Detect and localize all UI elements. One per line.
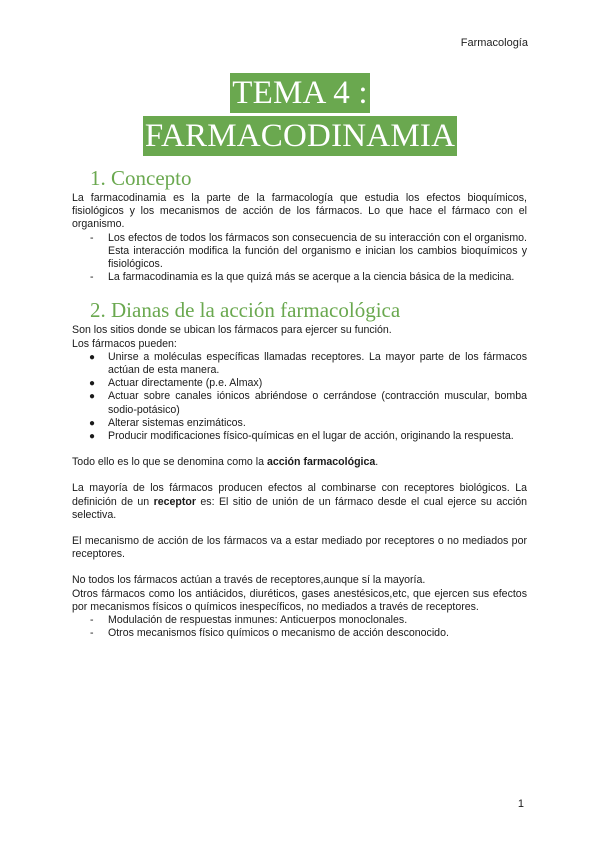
paragraph: Son los sitios donde se ubican los fármacos para ejercer su función. — [72, 324, 392, 337]
list-item: ● Actuar sobre canales iónicos abriéndose o cerrándose (contracción muscular, bomba sodio-potásico) — [89, 390, 527, 416]
dash-marker: - — [90, 231, 94, 244]
paragraph: No todos los fármacos actúan a través de receptores,aunque sí la mayoría. — [72, 574, 426, 587]
list-item: ● Producir modificaciones físico-químicas en el lugar de acción, originando la respuesta. — [89, 430, 514, 443]
paragraph-receptor: La mayoría de los fármacos producen efectos al combinarse con receptores biológicos. La definición de un receptor es: El sitio de unión de un fármaco desde el cual ejerce su acción selectiva. — [72, 482, 527, 521]
paragraph: Los fármacos pueden: — [72, 337, 177, 350]
bullet-list — [72, 351, 527, 443]
header-subject: Farmacología — [460, 37, 528, 49]
section-heading-dianas: 2. Dianas de la acción farmacológica — [90, 298, 401, 323]
bullet-marker: ● — [89, 431, 96, 443]
list-item: ● Actuar directamente (p.e. Almax) — [89, 377, 263, 390]
dash-list — [72, 232, 527, 285]
paragraph: Otros fármacos como los antiácidos, diuréticos, gases anestésicos,etc, que ejercen sus efectos por mecanismos físicos o químicos inespecíficos, no mediados a través de receptores. — [72, 587, 527, 613]
dash-marker: - — [90, 627, 94, 640]
dash-marker: - — [90, 614, 94, 627]
paragraph: La farmacodinamia es la parte de la farmacología que estudia los efectos bioquímicos, fisiológicos y los mecanismos de acción de los fármacos. Lo que hace el fármaco con el organismo. — [72, 192, 527, 231]
page-number: 1 — [517, 797, 524, 810]
document-body — [72, 166, 527, 640]
bullet-marker: ● — [89, 378, 96, 390]
list-item: - Otros mecanismos físico químicos o mecanismo de acción desconocido. — [90, 627, 449, 640]
paragraph-accion: Todo ello es lo que se denomina como la acción farmacológica. — [72, 456, 379, 469]
page-title — [0, 73, 600, 156]
list-item: ● Alterar sistemas enzimáticos. — [89, 416, 246, 429]
list-item: ● Unirse a moléculas específicas llamadas receptores. La mayor parte de los fármacos actúan de esta manera. — [89, 350, 527, 377]
dash-list — [72, 614, 527, 640]
bullet-marker: ● — [89, 417, 96, 429]
bullet-marker: ● — [89, 351, 96, 363]
paragraph: El mecanismo de acción de los fármacos va a estar mediado por receptores o no mediados por receptores. — [72, 535, 527, 561]
title-line-1: TEMA 4 : — [232, 75, 368, 111]
title-line-2: FARMACODINAMIA — [144, 118, 456, 154]
list-item: - Los efectos de todos los fármacos son consecuencia de su interacción con el organismo. Esta interacción modifica la función del organismo e inician los cambios bioquímicos y fisiológicos. — [90, 231, 527, 271]
section-heading-concepto: 1. Concepto — [90, 166, 192, 190]
list-item: - Modulación de respuestas inmunes: Anticuerpos monoclonales. — [90, 614, 408, 627]
bullet-marker: ● — [89, 391, 96, 403]
list-item: - La farmacodinamia es la que quizá más se acerque a la ciencia básica de la medicina. — [90, 271, 515, 284]
dash-marker: - — [90, 271, 94, 284]
